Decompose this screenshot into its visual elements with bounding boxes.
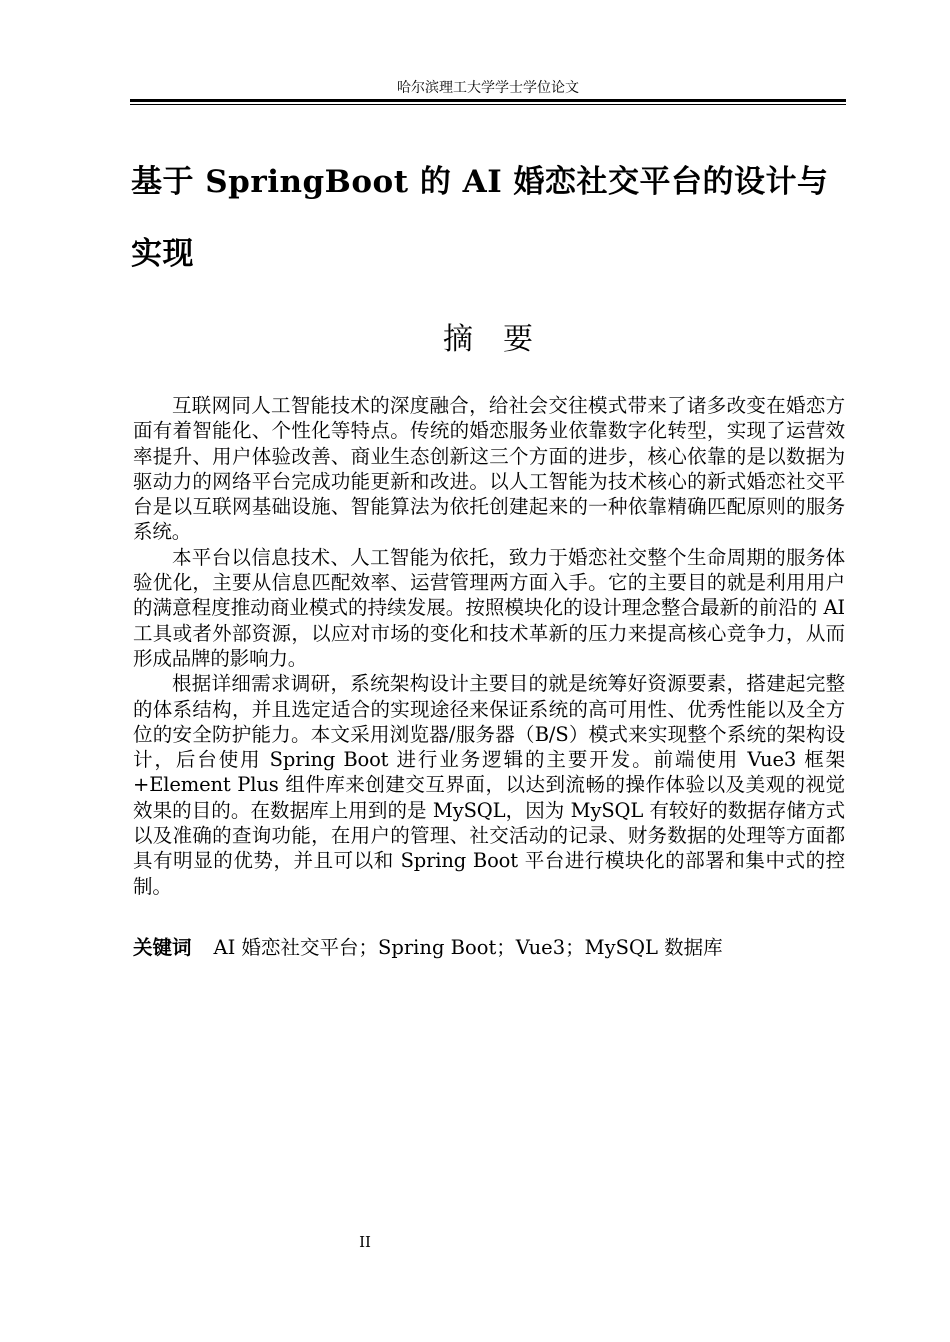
abstract-body: [133, 393, 845, 899]
page-number: II: [359, 1233, 371, 1251]
keywords-text: AI 婚恋社交平台；Spring Boot；Vue3；MySQL 数据库: [213, 936, 723, 959]
abstract-paragraph-1: 互联网同人工智能技术的深度融合，给社会交往模式带来了诸多改变在婚恋方面有着智能化、个性化等特点。传统的婚恋服务业依靠数字化转型，实现了运营效率提升、用户体验改善、商业生态创新这三个方面的进步，核心依靠的是以数据为驱动力的网络平台完成功能更新和改进。以人工智能为技术核心的新式婚恋社交平台是以互联网基础设施、智能算法为依托创建起来的一种依靠精确匹配原则的服务系统。: [133, 394, 845, 544]
thesis-title: 基于 SpringBoot 的 AI 婚恋社交平台的设计与实现: [131, 164, 829, 272]
keywords-line: [133, 935, 845, 961]
header-rule-thick: [130, 99, 846, 102]
running-header: 哈尔滨理工大学学士学位论文: [397, 80, 579, 96]
keywords-label: 关键词: [133, 936, 192, 959]
header-rule-thin: [130, 104, 846, 105]
abstract-paragraph-2: 本平台以信息技术、人工智能为依托，致力于婚恋社交整个生命周期的服务体验优化，主要从信息匹配效率、运营管理两方面入手。它的主要目的就是利用用户的满意程度推动商业模式的持续发展。按照模块化的设计理念整合最新的前沿的 AI 工具或者外部资源，以应对市场的变化和技术革新的压力来提高核心竞争力，从而形成品牌的影响力。: [133, 545, 845, 670]
abstract-paragraph-3: 根据详细需求调研，系统架构设计主要目的就是统筹好资源要素，搭建起完整的体系结构，并且选定适合的实现途径来保证系统的高可用性、优秀性能以及全方位的安全防护能力。本文采用浏览器/服务器（B/S）模式来实现整个系统的架构设计，后台使用 Spring Boot 进行业务逻辑的主要开发。前端使用 Vue3 框架+Element Plus 组件库来创建交互界面，以达到流畅的操作体验以及美观的视觉效果的目的。在数据库上用到的是 MySQL，因为 MySQL 有较好的数据存储方式以及准确的查询功能，在用户的管理、社交活动的记录、财务数据的处理等方面都具有明显的优势，并且可以和 Spring Boot 平台进行模块化的部署和集中式的控制。: [133, 672, 845, 898]
abstract-heading: 摘 要: [443, 322, 533, 357]
